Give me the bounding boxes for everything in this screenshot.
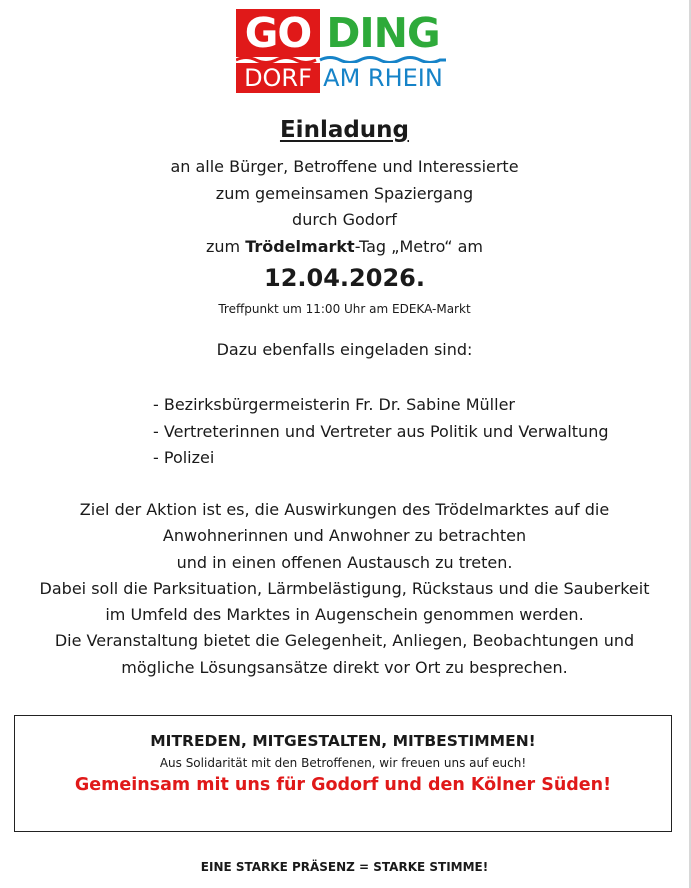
logo-am-rhein: AM RHEIN bbox=[320, 63, 446, 93]
callout-subline: Aus Solidarität mit den Betroffenen, wir freuen uns auf euch! bbox=[159, 756, 527, 770]
intro-block bbox=[0, 154, 689, 260]
goal-paragraph bbox=[0, 497, 689, 681]
flea-market-bold: Trödelmarkt bbox=[245, 236, 355, 256]
guest-item: - Bezirksbürgermeisterin Fr. Dr. Sabine Müller bbox=[153, 395, 515, 414]
goal-line: Anwohnerinnen und Anwohner zu betrachten bbox=[162, 526, 527, 546]
intro-line-4-suffix: -Tag „Metro“ am bbox=[354, 236, 483, 256]
intro-line-4-prefix: zum bbox=[205, 236, 246, 256]
logo-go: GO bbox=[236, 9, 320, 57]
guest-list bbox=[153, 392, 608, 472]
callout-slogan: Gemeinsam mit uns für Godorf und den Kölner Süden! bbox=[74, 775, 612, 795]
goal-line: Dabei soll die Parksituation, Lärmbelästigung, Rückstaus und die Sauberkeit bbox=[39, 578, 650, 598]
logo-ding: DING bbox=[320, 9, 446, 57]
guest-item: - Polizei bbox=[153, 448, 215, 467]
footer-slogan: EINE STARKE PRÄSENZ = STARKE STIMME! bbox=[200, 860, 489, 874]
callout-heading: MITREDEN, MITGESTALTEN, MITBESTIMMEN! bbox=[150, 732, 536, 750]
event-date: 12.04.2026. bbox=[264, 264, 425, 292]
goding-logo bbox=[236, 9, 446, 93]
logo-dorf: DORF bbox=[236, 63, 320, 93]
goal-line: und in einen offenen Austausch zu treten. bbox=[176, 552, 513, 572]
goal-line: im Umfeld des Marktes in Augenschein genommen werden. bbox=[105, 605, 584, 625]
page-title: Einladung bbox=[279, 117, 410, 143]
intro-line-2: zum gemeinsamen Spaziergang bbox=[215, 183, 474, 203]
invited-heading: Dazu ebenfalls eingeladen sind: bbox=[216, 340, 473, 359]
callout-box bbox=[14, 715, 672, 832]
goal-line: Die Veranstaltung bietet die Gelegenheit, Anliegen, Beobachtungen und bbox=[54, 631, 635, 651]
meeting-point: Treffpunkt um 11:00 Uhr am EDEKA-Markt bbox=[218, 302, 471, 316]
guest-item: - Vertreterinnen und Vertreter aus Politik und Verwaltung bbox=[153, 421, 609, 441]
intro-line-1: an alle Bürger, Betroffene und Interessierte bbox=[170, 157, 519, 176]
intro-line-3: durch Godorf bbox=[292, 210, 397, 229]
intro-line-4 bbox=[0, 234, 689, 261]
goal-line: Ziel der Aktion ist es, die Auswirkungen des Trödelmarktes auf die bbox=[79, 500, 610, 519]
goal-line: mögliche Lösungsansätze direkt vor Ort zu besprechen. bbox=[121, 657, 568, 677]
